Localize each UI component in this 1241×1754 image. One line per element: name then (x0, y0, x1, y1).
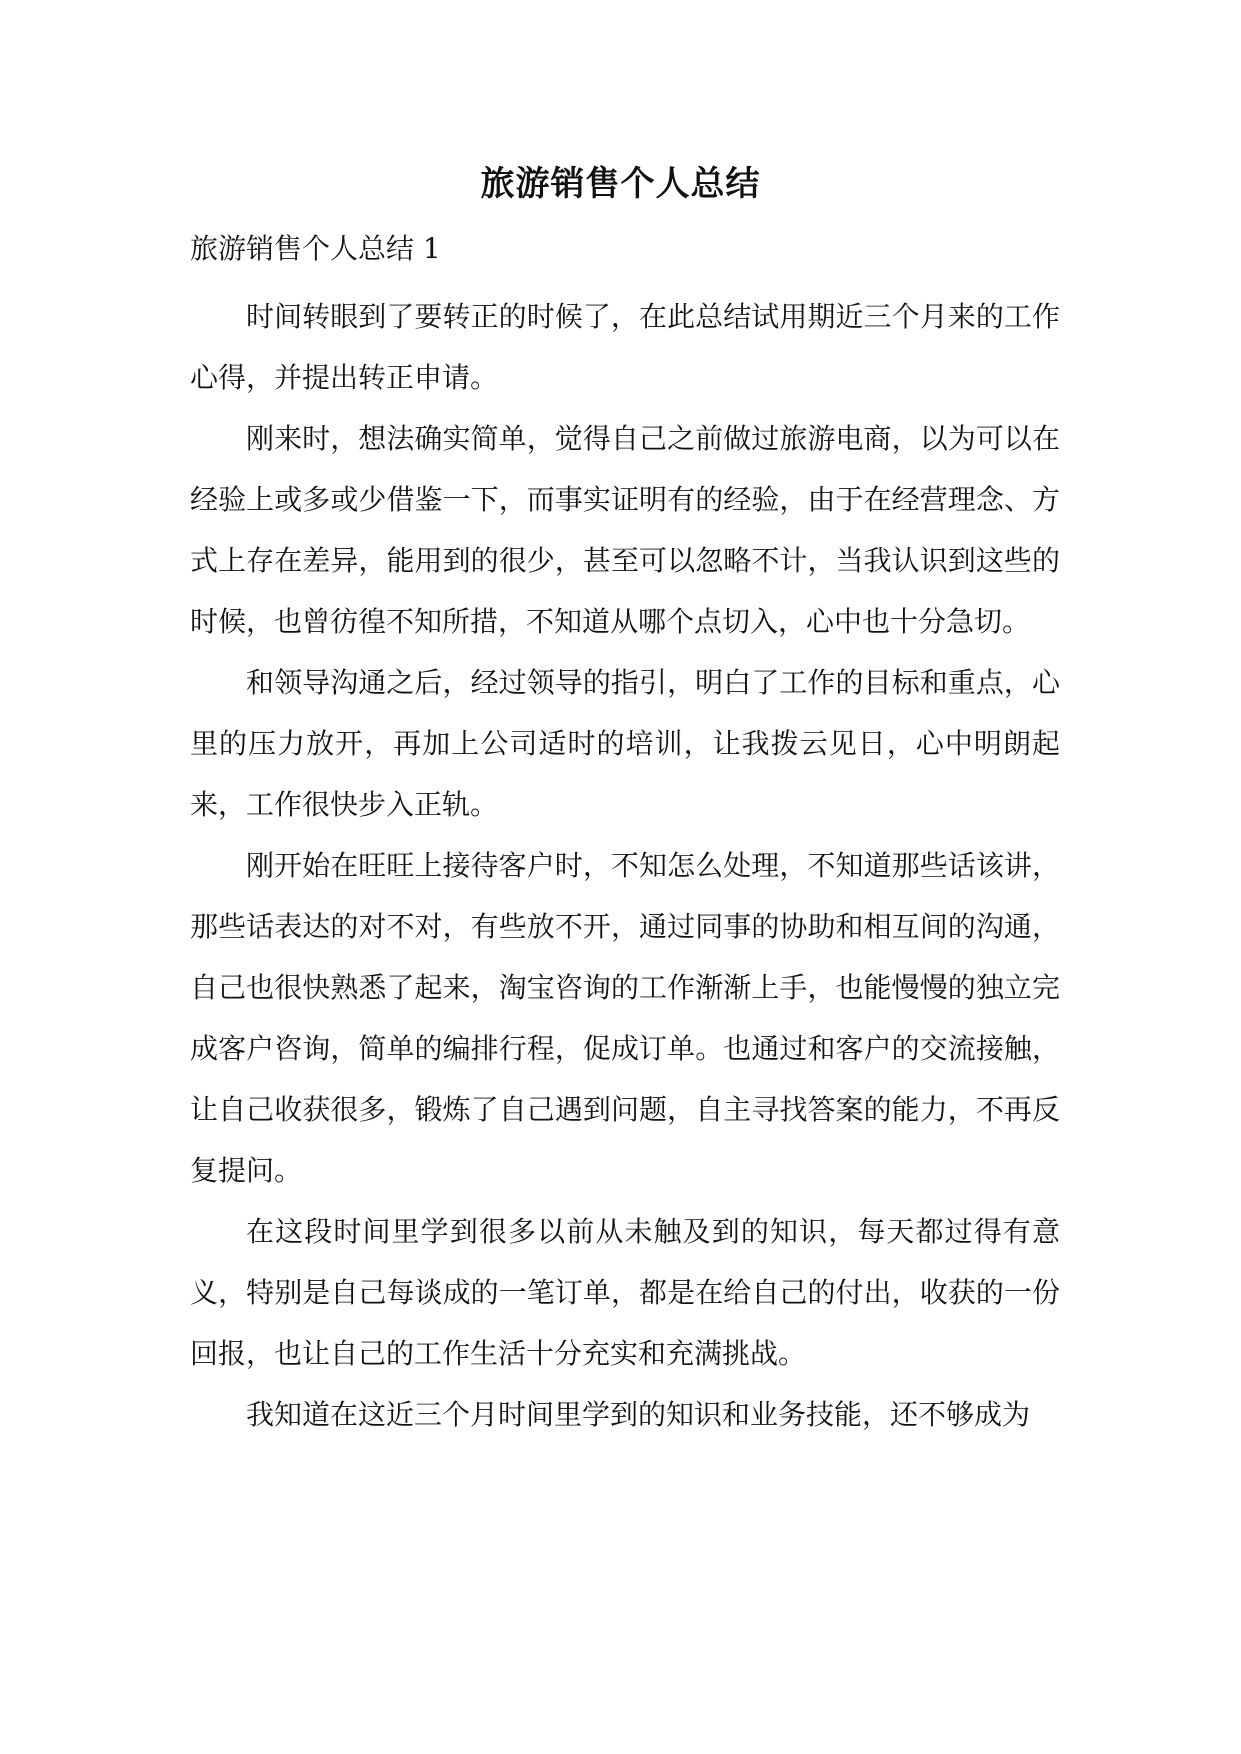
document-body (190, 286, 1060, 1445)
paragraph: 我知道在这近三个月时间里学到的知识和业务技能，还不够成为 (246, 1398, 1031, 1431)
section-heading: 旅游销售个人总结 1 (190, 232, 441, 265)
paragraph: 在这段时间里学到很多以前从未触及到的知识，每天都过得有意义，特别是自己每谈成的一笔订单，都是在给自己的付出，收获的一份回报，也让自己的工作生活十分充实和充满挑战。 (190, 1215, 1060, 1370)
paragraph: 刚开始在旺旺上接待客户时，不知怎么处理，不知道那些话该讲，那些话表达的对不对，有些放不开，通过同事的协助和相互间的沟通，自己也很快熟悉了起来，淘宝咨询的工作渐渐上手，也能慢慢的独立完成客户咨询，简单的编排行程，促成订单。也通过和客户的交流接触，让自己收获很多，锻炼了自己遇到问题，自主寻找答案的能力，不再反复提问。 (190, 849, 1060, 1187)
paragraph: 时间转眼到了要转正的时候了，在此总结试用期近三个月来的工作心得，并提出转正申请。 (190, 300, 1060, 394)
document-title: 旅游销售个人总结 (480, 164, 761, 204)
paragraph: 和领导沟通之后，经过领导的指引，明白了工作的目标和重点，心里的压力放开，再加上公司适时的培训，让我拨云见日，心中明朗起来，工作很快步入正轨。 (190, 666, 1060, 821)
paragraph: 刚来时，想法确实简单，觉得自己之前做过旅游电商，以为可以在经验上或多或少借鉴一下，而事实证明有的经验，由于在经营理念、方式上存在差异，能用到的很少，甚至可以忽略不计，当我认识到这些的时候，也曾彷徨不知所措，不知道从哪个点切入，心中也十分急切。 (190, 422, 1060, 638)
